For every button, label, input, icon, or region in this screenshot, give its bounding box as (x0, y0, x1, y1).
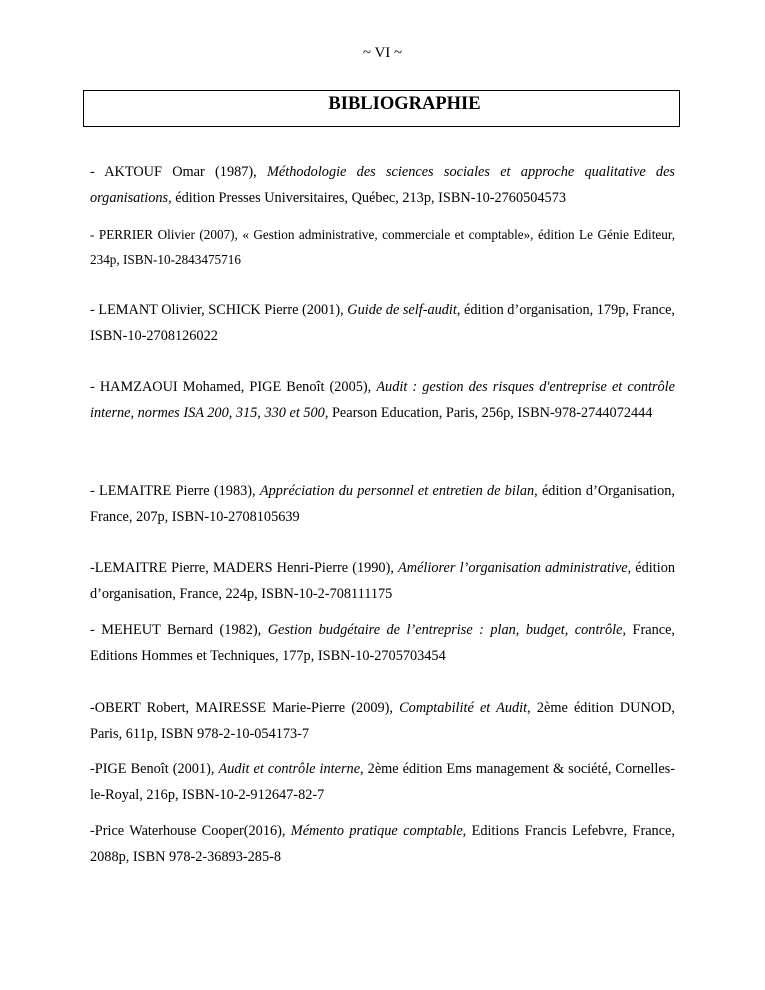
bibliography-entry: -LEMAITRE Pierre, MADERS Henri-Pierre (1990), Améliorer l’organisation administrative, édition d’organisation, France, 224p, ISBN-10-2-708111175 (90, 560, 675, 602)
bibliography-entry: - MEHEUT Bernard (1982), Gestion budgétaire de l’entreprise : plan, budget, contrôle, France, Editions Hommes et Techniques, 177p, ISBN-10-2705703454 (90, 622, 675, 664)
bibliography-entry: - LEMAITRE Pierre (1983), Appréciation du personnel et entretien de bilan, édition d’Organisation, France, 207p, ISBN-10-2708105639 (90, 483, 675, 525)
bibliography-entry: - HAMZAOUI Mohamed, PIGE Benoît (2005), Audit : gestion des risques d'entreprise et contrôle interne, normes ISA 200, 315, 330 et 500, Pearson Education, Paris, 256p, ISBN-978-2744072444 (90, 379, 675, 421)
bibliography-entry: -PIGE Benoît (2001), Audit et contrôle interne, 2ème édition Ems management & société, Cornelles-le-Royal, 216p, ISBN-10-2-912647-82-7 (90, 761, 675, 803)
page-number: ~ VI ~ (362, 45, 403, 61)
bibliography-entry: -OBERT Robert, MAIRESSE Marie-Pierre (2009), Comptabilité et Audit, 2ème édition DUNOD, Paris, 611p, ISBN 978-2-10-054173-7 (90, 700, 675, 742)
bibliography-entry: - LEMANT Olivier, SCHICK Pierre (2001), Guide de self-audit, édition d’organisation, 179p, France, ISBN-10-2708126022 (90, 302, 675, 344)
page-title: BIBLIOGRAPHIE (328, 94, 481, 114)
bibliography-entry: -Price Waterhouse Cooper(2016), Mémento pratique comptable, Editions Francis Lefebvre, France, 2088p, ISBN 978-2-36893-285-8 (90, 823, 675, 865)
bibliography-entry: - AKTOUF Omar (1987), Méthodologie des sciences sociales et approche qualitative des organisations, édition Presses Universitaires, Québec, 213p, ISBN-10-2760504573 (90, 164, 675, 206)
bibliography-entry: - PERRIER Olivier (2007), « Gestion administrative, commerciale et comptable», édition Le Génie Editeur, 234p, ISBN-10-2843475716 (90, 227, 675, 267)
